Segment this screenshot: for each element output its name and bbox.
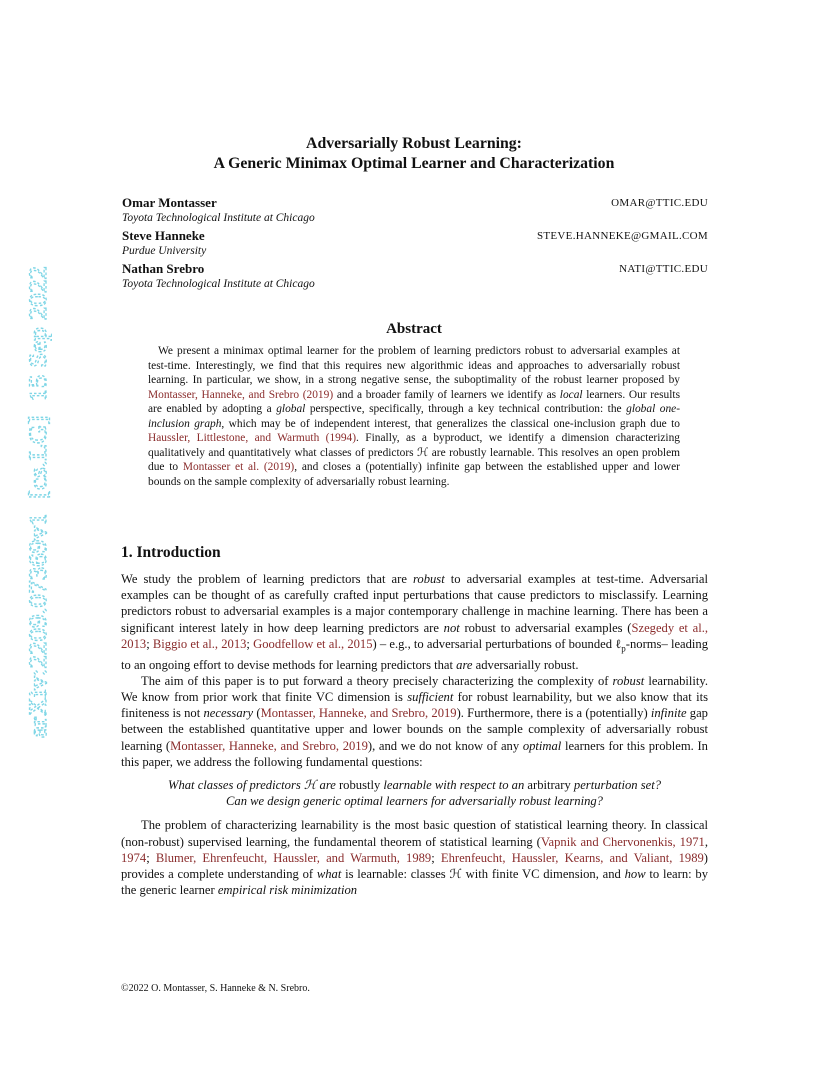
author-email[interactable]: STEVE.HANNEKE@GMAIL.COM [536,230,708,242]
author-affiliation: Toyota Technological Institute at Chicago [122,212,315,224]
copyright-footer: ©2022 O. Montasser, S. Hanneke & N. Srebro. [121,983,310,994]
body-paragraph: We study the problem of learning predictors that are robust to adversarial examples at test-time. Adversarial examples can be thought of as carefully crafted input perturbations that cause predictors to misclassify. Learning predictors robust to adversarial examples is a major contemporary challenge in machine learning. There has been a significant interest lately in how deep learning predictors are not robust to adversarial examples (Szegedy et al., 2013; Biggio et al., 2013; Goodfellow et al., 2015) – e.g., to adversarial perturbations of bounded ℓ$_p$-norms– leading to an ongoing effort to devise methods for learning predictors that are adversarially robust. [121,572,709,672]
author-affiliation: Purdue University [122,245,207,257]
citation-link[interactable]: Goodfellow et al., 2015 [253,636,373,651]
citation-link[interactable]: Blumer, Ehrenfeucht, Haussler, and Warmuth, 1989 [155,850,432,865]
author-affiliation: Toyota Technological Institute at Chicago [122,278,315,290]
citation-link[interactable]: Biggio et al., 2013 [152,636,247,651]
author-block [122,195,708,294]
abstract-text [148,344,680,489]
body-paragraph: The aim of this paper is to put forward a theory precisely characterizing the complexity of robust learnability. We know from prior work that finite VC dimension is sufficient for robust learnability, but we also know that its finiteness is not necessary (Montasser, Hanneke, and Srebro, 2019). Furthermore, there is a (potentially) infinite gap between the established quantitative upper and lower bounds on the sample complexity of adversarially robust learning (Montasser, Hanneke, and Srebro, 2019), and we do not know of any optimal learners for this problem. In this paper, we address the following fundamental questions: [121,673,709,769]
body-paragraph: The problem of characterizing learnability is the most basic question of statistical learning theory. In classical (non-robust) supervised learning, the fundamental theorem of statistical learning (Vapnik and Chervonenkis, 1971, 1974; Blumer, Ehrenfeucht, Haussler, and Warmuth, 1989; Ehrenfeucht, Haussler, Kearns, and Valiant, 1989) provides a complete understanding of what is learnable: classes ℋ with finite VC dimension, and how to learn: by the generic learner empirical risk minimization [121,818,708,898]
citation-link[interactable]: Szegedy et al., 2013 [121,620,709,651]
citation-link[interactable]: Ehrenfeucht, Haussler, Kearns, and Valiant, 1989 [440,850,704,865]
introduction-body [121,571,708,898]
author-name: Steve Hanneke [122,228,205,243]
paper-title [0,134,828,174]
abstract-heading: Abstract [386,321,442,337]
author-name: Omar Montasser [122,195,217,210]
citation-link[interactable]: Montasser, Hanneke, and Srebro (2019) [148,388,334,401]
title-line-2: A Generic Minimax Optimal Learner and Characterization [213,155,615,172]
arxiv-identifier-text: arXiv:2209.07369v1 [cs.LG] 15 Sep 2022 [25,303,52,738]
citation-link[interactable]: 1974 [121,850,147,865]
author-email[interactable]: OMAR@TTIC.EDU [611,197,708,209]
citation-link[interactable]: Montasser, Hanneke, and Srebro, 2019 [170,738,368,753]
citation-link[interactable]: Haussler, Littlestone, and Warmuth (1994) [148,432,357,444]
author-entry [122,195,708,228]
abstract-paragraph: We present a minimax optimal learner for the problem of learning predictors robust to adversarial examples at test-time. Interestingly, we find that this requires new algorithmic ideas and approaches to adversarially robust learning. In particular, we show, in a strong negative sense, the suboptimality of the robust learner proposed by Montasser, Hanneke, and Srebro (2019) and a broader family of learners we identify as local learners. Our results are enabled by adopting a global perspective, specifically, through a key technical contribution: the global one-inclusion graph, which may be of independent interest, that generalizes the classical one-inclusion graph due to Haussler, Littlestone, and Warmuth (1994). Finally, as a byproduct, we identify a dimension characterizing qualitatively and quantitatively what classes of predictors ℋ are robustly learnable. This resolves an open problem due to Montasser et al. (2019), and closes a (potentially) infinite gap between the established upper and lower bounds on the sample complexity of adversarially robust learning. [148,345,680,488]
research-questions: What classes of predictors ℋ are robustly learnable with respect to an arbitrary perturbation set? Can we design generic optimal learners for adversarially robust learning? [167,777,662,809]
citation-link[interactable]: Montasser, Hanneke, and Srebro, 2019 [260,706,457,721]
author-email[interactable]: NATI@TTIC.EDU [619,263,708,275]
citation-link[interactable]: Vapnik and Chervonenkis, 1971 [540,834,705,849]
author-entry [122,261,708,294]
section-heading-introduction: 1. Introduction [121,544,221,561]
citation-link[interactable]: Montasser et al. (2019) [182,461,295,473]
author-name: Nathan Srebro [122,261,205,276]
title-line-1: Adversarially Robust Learning: [306,135,522,152]
author-entry [122,228,708,261]
